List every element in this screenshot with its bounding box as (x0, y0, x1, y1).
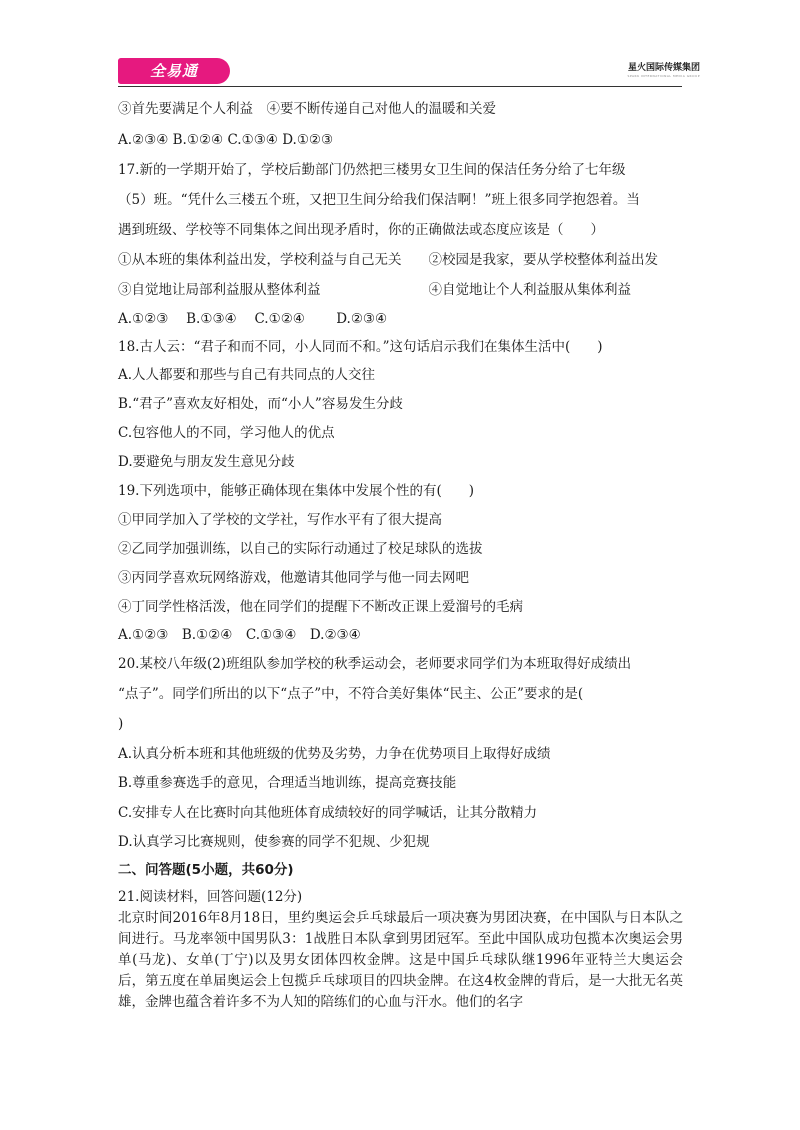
page-header (0, 0, 800, 95)
text-line: 遇到班级、学校等不同集体之间出现矛盾时，你的正确做法或态度应该是（ ） (118, 222, 604, 238)
text-line: ②乙同学加强训练，以自己的实际行动通过了校足球队的选拔 (118, 541, 483, 557)
option-c: C.包容他人的不同，学习他人的优点 (118, 425, 335, 441)
text-line: （5）班。“凭什么三楼五个班，又把卫生间分给我们保洁啊！”班上很多同学抱怨着。当 (118, 192, 640, 208)
option-a: A.认真分析本班和其他班级的优势及劣势，力争在优势项目上取得好成绩 (118, 746, 551, 762)
header-divider (118, 86, 682, 87)
option-b: B.尊重参赛选手的意见，合理适当地训练，提高竞赛技能 (118, 775, 457, 791)
question-18-stem: 18.古人云：“君子和而不同，小人同而不和。”这句话启示我们在集体生活中( ) (118, 339, 603, 355)
option-d: D.认真学习比赛规则，使参赛的同学不犯规、少犯规 (118, 834, 430, 850)
option-d: D.要避免与朋友发生意见分歧 (118, 454, 295, 470)
question-19-stem: 19.下列选项中，能够正确体现在集体中发展个性的有( ) (118, 483, 475, 499)
text-line: “点子”。同学们所出的以下“点子”中，不符合美好集体“民主、公正”要求的是( (118, 686, 584, 702)
question-21-passage: 北京时间2016年8月18日，里约奥运会乒乓球最后一项决赛为男团决赛，在中国队与日本队之间进行。马龙率领中国男队3：1战胜日本队拿到男团冠军。至此中国队成功包揽本次奥运会男单(马龙)、女单(丁宁)以及男女团体四枚金牌。这是中国乒乓球队继1996年亚特兰大奥运会后，第五度在单届奥运会上包揽乒乓球项目的四块金牌。在这4枚金牌的背后，是一大批无名英雄，金牌也蕴含着许多不为人知的陪练们的心血与汗水。他们的名字 (118, 910, 683, 1010)
question-17-stem: 17.新的一学期开始了，学校后勤部门仍然把三楼男女卫生间的保洁任务分给了七年级 (118, 162, 626, 178)
option-b: B.“君子”喜欢友好相处，而“小人”容易发生分歧 (118, 396, 403, 412)
option-a: A.人人都要和那些与自己有共同点的人交往 (118, 367, 376, 383)
text-line: A.②③④ B.①②④ C.①③④ D.①②③ (118, 132, 334, 148)
text-line: ①甲同学加入了学校的文学社，写作水平有了很大提高 (118, 512, 442, 528)
text-line: ) (118, 716, 124, 732)
answer-options: A.①②③ B.①②④ C.①③④ D.②③④ (118, 627, 361, 643)
text-line: ④丁同学性格活泼，他在同学们的提醒下不断改正课上爱溜号的毛病 (118, 599, 523, 615)
text-line: ③首先要满足个人利益 ④要不断传递自己对他人的温暖和关爱 (118, 101, 496, 117)
text-line: ③丙同学喜欢玩网络游戏，他邀请其他同学与他一同去网吧 (118, 570, 469, 586)
answer-options: A.①②③ B.①③④ C.①②④ D.②③④ (118, 311, 388, 327)
question-21-title: 21.阅读材料，回答问题(12分) (118, 889, 303, 905)
brand-name: 星火国际传媒集团 (627, 63, 700, 73)
logo: 全易通 (118, 58, 230, 84)
text-line: ①从本班的集体利益出发，学校利益与自己无关 ②校园是我家，要从学校整体利益出发 (118, 252, 658, 268)
section-title: 二、问答题(5小题，共60分) (118, 862, 294, 878)
question-20-stem: 20.某校八年级(2)班组队参加学校的秋季运动会，老师要求同学们为本班取得好成绩出 (118, 656, 632, 672)
option-c: C.安排专人在比赛时向其他班体育成绩较好的同学喊话，让其分散精力 (118, 805, 538, 821)
brand-subtitle: SPARK INTERNATIONAL MEDIA GROUP (627, 74, 700, 78)
text-line: ③自觉地让局部利益服从整体利益 ④自觉地让个人利益服从集体利益 (118, 282, 631, 298)
